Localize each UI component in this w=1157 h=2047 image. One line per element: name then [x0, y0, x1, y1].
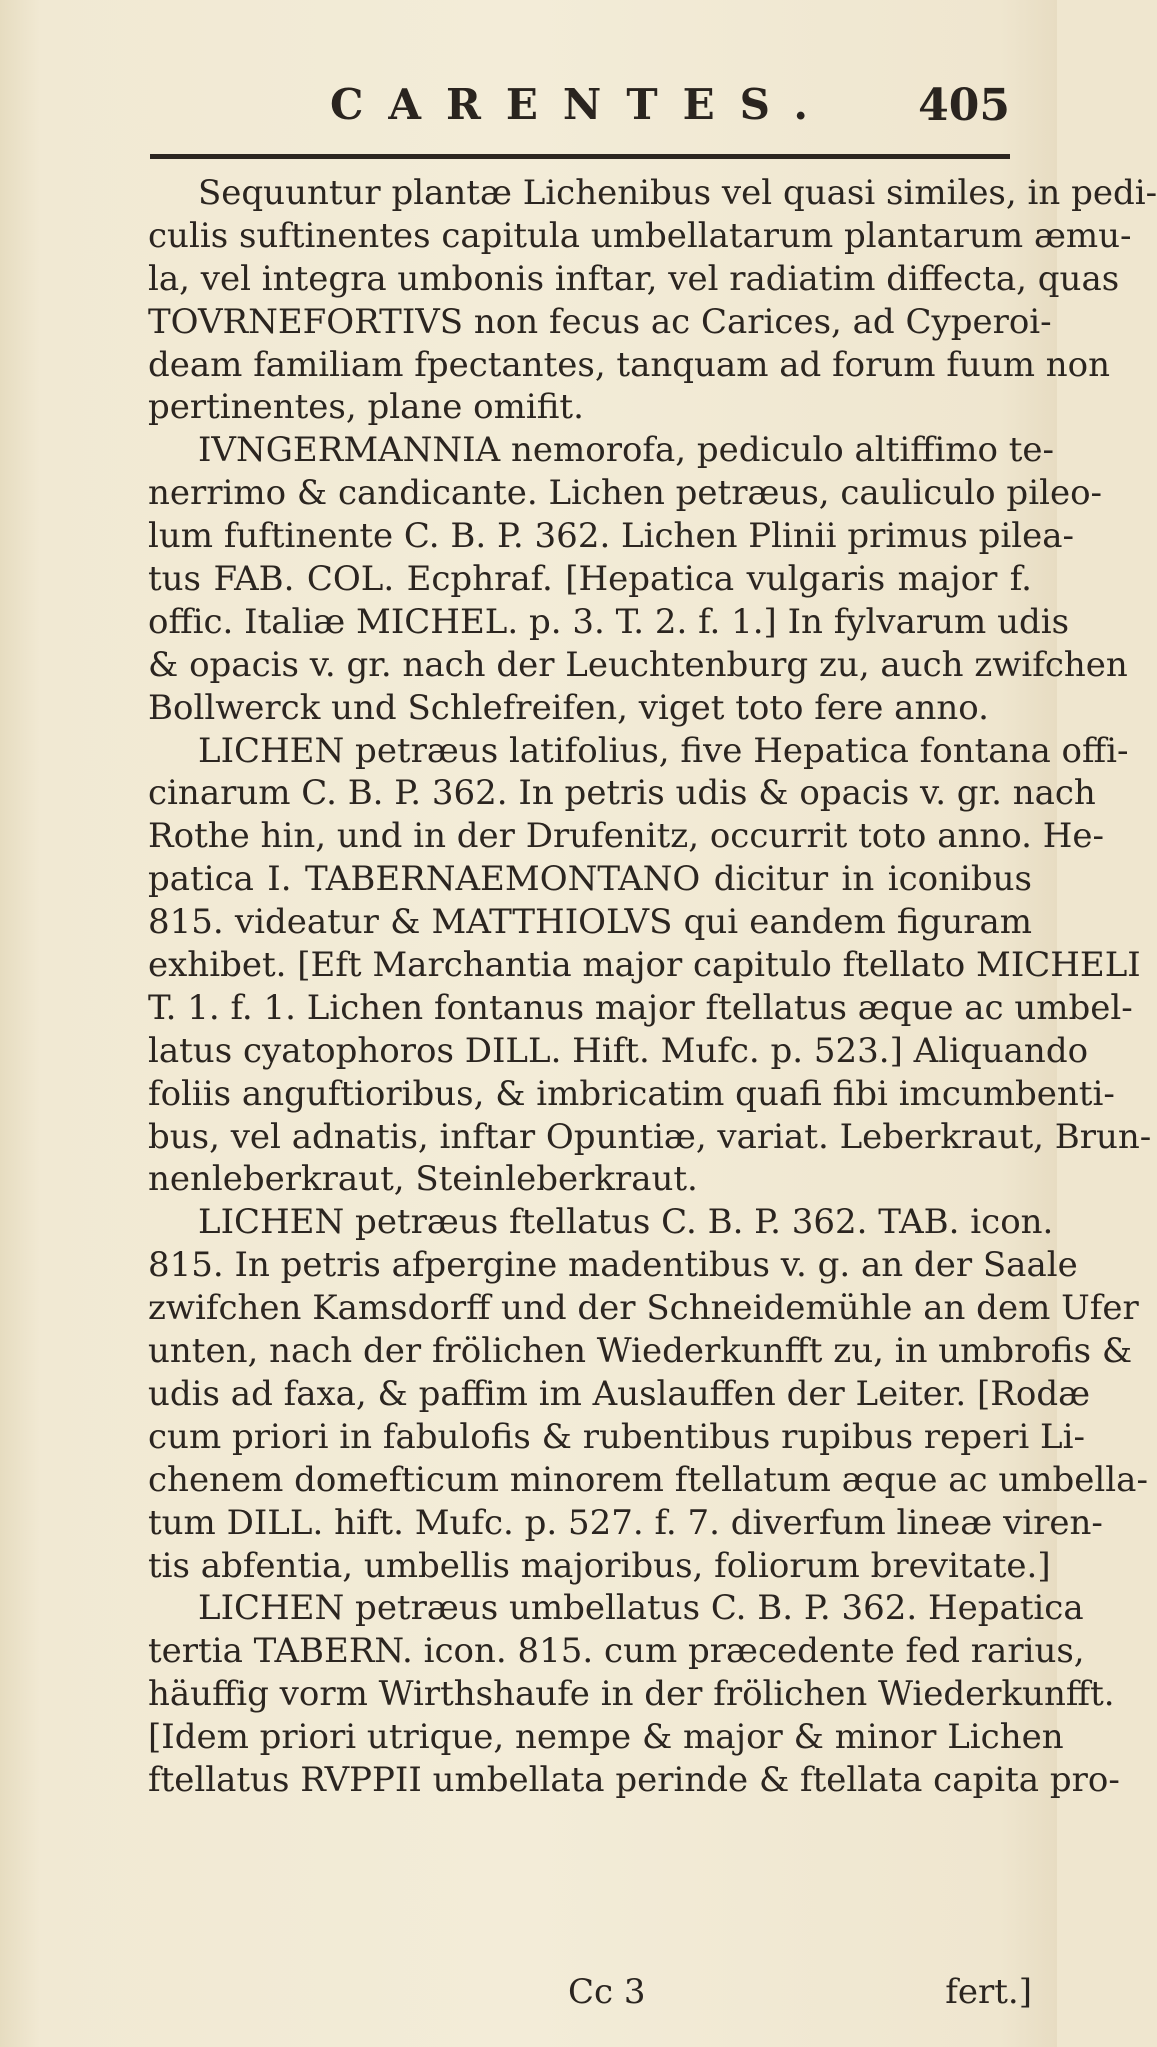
text-line: latus cyatophoros DILL. Hift. Mufc. p. 523.] Aliquando: [148, 1030, 1089, 1071]
body-text: [148, 172, 1157, 1802]
text-line: nenleberkraut, Steinleberkraut.: [148, 1159, 698, 1200]
page-number: 405: [918, 80, 1010, 131]
text-line: LICHEN petræus umbellatus C. B. P. 362. Hepatica: [198, 1588, 1084, 1629]
text-line: LICHEN petræus latifolius, five Hepatica fontana offi-: [198, 730, 1129, 771]
catchword: fert.]: [945, 1972, 1032, 2012]
text-line: häuffig vorm Wirthshaufe in der frölichen Wiederkunfft.: [148, 1674, 1115, 1715]
text-line: foliis anguftioribus, & imbricatim quafi fibi imcumbenti-: [148, 1073, 1115, 1114]
text-line: 815. In petris afpergine madentibus v. g. an der Saale: [148, 1245, 1078, 1286]
text-line: pertinentes, plane omifit.: [148, 387, 584, 428]
text-line: Bollwerck und Schlefreifen, viget toto fere anno.: [148, 687, 989, 728]
text-line: Rothe hin, und in der Drufenitz, occurrit toto anno. He-: [148, 816, 1105, 857]
text-line: T. 1. f. 1. Lichen fontanus major ftellatus æque ac umbel-: [148, 987, 1133, 1028]
page-header: [150, 80, 1010, 140]
text-line: cinarum C. B. P. 362. In petris udis & opacis v. gr. nach: [148, 773, 1096, 814]
text-line: tertia TABERN. icon. 815. cum præcedente fed rarius,: [148, 1631, 1085, 1672]
text-line: offic. Italiæ MICHEL. p. 3. T. 2. f. 1.] In fylvarum udis: [148, 601, 1070, 642]
text-line: tum DILL. hift. Mufc. p. 527. f. 7. diverfum lineæ viren-: [148, 1502, 1103, 1543]
text-line: 815. videatur & MATTHIOLVS qui eandem figuram: [148, 902, 1032, 943]
text-line: tus FAB. COL. Ecphraf. [Hepatica vulgaris major f.: [148, 559, 1032, 600]
running-head: CARENTES.: [330, 80, 834, 129]
text-line: unten, nach der frölichen Wiederkunfft zu, in umbrofis &: [148, 1331, 1133, 1372]
text-line: zwifchen Kamsdorff und der Schneidemühle an dem Ufer: [148, 1288, 1139, 1329]
text-line: la, vel integra umbonis inftar, vel radiatim diffecta, quas: [148, 258, 1120, 299]
header-rule: [150, 154, 1010, 159]
page-footer: [148, 1972, 1032, 2016]
text-line: TOVRNEFORTIVS non fecus ac Carices, ad Cyperoi-: [148, 301, 1052, 342]
text-line: IVNGERMANNIA nemorofa, pediculo altiffimo te-: [198, 430, 1055, 471]
text-line: culis suftinentes capitula umbellatarum plantarum æmu-: [148, 215, 1132, 256]
text-line: bus, vel adnatis, inftar Opuntiæ, variat. Leberkraut, Brun-: [148, 1116, 1152, 1157]
text-line: patica I. TABERNAEMONTANO dicitur in iconibus: [148, 859, 1032, 900]
text-line: udis ad faxa, & paffim im Auslauffen der Leiter. [Rodæ: [148, 1373, 1091, 1414]
signature-mark: Cc 3: [568, 1972, 646, 2012]
text-line: chenem domefticum minorem ftellatum æque ac umbella-: [148, 1459, 1148, 1500]
text-line: & opacis v. gr. nach der Leuchtenburg zu, auch zwifchen: [148, 644, 1128, 685]
text-line: tis abfentia, umbellis majoribus, foliorum brevitate.]: [148, 1545, 1051, 1586]
text-line: ftellatus RVPPII umbellata perinde & ftellata capita pro-: [148, 1759, 1120, 1800]
text-line: deam familiam fpectantes, tanquam ad forum fuum non: [148, 344, 1111, 385]
text-line: cum priori in fabulofis & rubentibus rupibus reperi Li-: [148, 1416, 1085, 1457]
text-line: nerrimo & candicante. Lichen petræus, cauliculo pileo-: [148, 473, 1103, 514]
text-line: lum fuftinente C. B. P. 362. Lichen Plinii primus pilea-: [148, 516, 1075, 557]
text-line: LICHEN petræus ftellatus C. B. P. 362. TAB. icon.: [198, 1202, 1054, 1243]
text-line: exhibet. [Eft Marchantia major capitulo ftellato MICHELI: [148, 945, 1141, 986]
text-line: [Idem priori utrique, nempe & major & minor Lichen: [148, 1717, 1064, 1758]
text-line: Sequuntur plantæ Lichenibus vel quasi similes, in pedi-: [198, 173, 1157, 213]
